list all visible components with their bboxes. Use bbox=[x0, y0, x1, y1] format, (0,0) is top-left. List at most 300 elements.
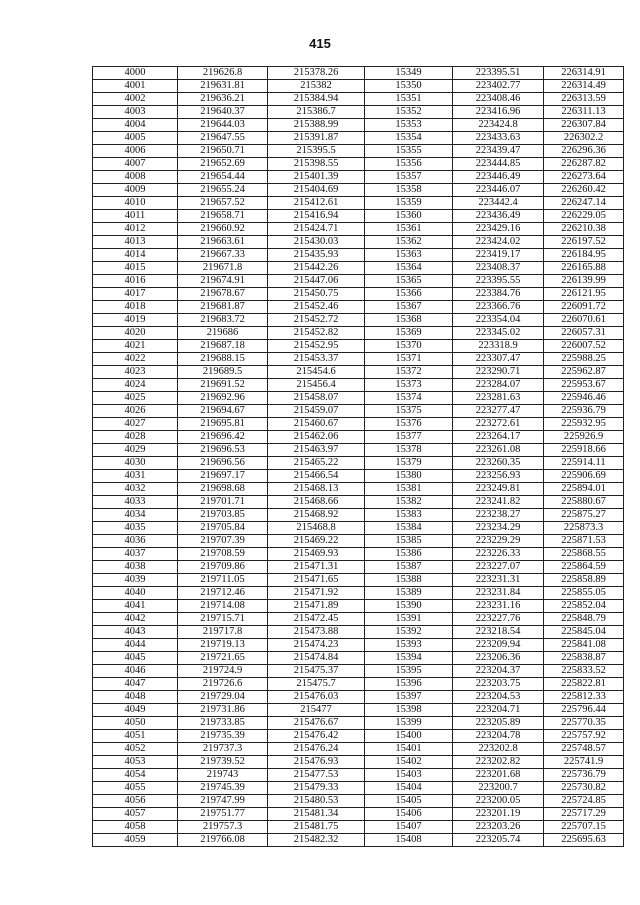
x-coord-right-cell: 223203.26 bbox=[453, 821, 544, 834]
y-coord-right-cell: 225864.59 bbox=[544, 561, 624, 574]
point-id-right-cell: 15349 bbox=[365, 67, 453, 80]
y-coord-right-cell: 226210.38 bbox=[544, 223, 624, 236]
table-row bbox=[93, 340, 624, 353]
point-id-left-cell: 4030 bbox=[93, 457, 178, 470]
x-coord-left-cell: 219717.8 bbox=[178, 626, 268, 639]
x-coord-right-cell: 223444.85 bbox=[453, 158, 544, 171]
x-coord-right-cell: 223206.36 bbox=[453, 652, 544, 665]
point-id-right-cell: 15361 bbox=[365, 223, 453, 236]
table-row bbox=[93, 106, 624, 119]
coordinate-table bbox=[92, 66, 624, 847]
y-coord-right-cell: 226165.88 bbox=[544, 262, 624, 275]
y-coord-right-cell: 225880.67 bbox=[544, 496, 624, 509]
point-id-left-cell: 4032 bbox=[93, 483, 178, 496]
point-id-left-cell: 4026 bbox=[93, 405, 178, 418]
coordinate-table-body bbox=[93, 67, 624, 847]
table-row bbox=[93, 691, 624, 704]
point-id-left-cell: 4048 bbox=[93, 691, 178, 704]
table-row bbox=[93, 158, 624, 171]
y-coord-right-cell: 225906.69 bbox=[544, 470, 624, 483]
point-id-right-cell: 15399 bbox=[365, 717, 453, 730]
x-coord-right-cell: 223205.89 bbox=[453, 717, 544, 730]
y-coord-left-cell: 215395.5 bbox=[268, 145, 365, 158]
x-coord-left-cell: 219681.87 bbox=[178, 301, 268, 314]
table-row bbox=[93, 262, 624, 275]
y-coord-right-cell: 225724.85 bbox=[544, 795, 624, 808]
table-row bbox=[93, 353, 624, 366]
point-id-left-cell: 4033 bbox=[93, 496, 178, 509]
x-coord-left-cell: 219689.5 bbox=[178, 366, 268, 379]
y-coord-left-cell: 215465.22 bbox=[268, 457, 365, 470]
point-id-left-cell: 4040 bbox=[93, 587, 178, 600]
x-coord-right-cell: 223231.16 bbox=[453, 600, 544, 613]
table-row bbox=[93, 275, 624, 288]
table-row bbox=[93, 314, 624, 327]
x-coord-left-cell: 219626.8 bbox=[178, 67, 268, 80]
point-id-right-cell: 15362 bbox=[365, 236, 453, 249]
y-coord-left-cell: 215463.97 bbox=[268, 444, 365, 457]
x-coord-left-cell: 219663.61 bbox=[178, 236, 268, 249]
table-row bbox=[93, 561, 624, 574]
x-coord-left-cell: 219743 bbox=[178, 769, 268, 782]
x-coord-right-cell: 223205.74 bbox=[453, 834, 544, 847]
y-coord-right-cell: 225918.66 bbox=[544, 444, 624, 457]
x-coord-right-cell: 223307.47 bbox=[453, 353, 544, 366]
y-coord-right-cell: 225936.79 bbox=[544, 405, 624, 418]
y-coord-right-cell: 226007.52 bbox=[544, 340, 624, 353]
x-coord-right-cell: 223436.49 bbox=[453, 210, 544, 223]
point-id-left-cell: 4055 bbox=[93, 782, 178, 795]
x-coord-right-cell: 223261.08 bbox=[453, 444, 544, 457]
y-coord-right-cell: 225858.89 bbox=[544, 574, 624, 587]
y-coord-left-cell: 215458.07 bbox=[268, 392, 365, 405]
y-coord-right-cell: 225852.04 bbox=[544, 600, 624, 613]
x-coord-right-cell: 223439.47 bbox=[453, 145, 544, 158]
point-id-left-cell: 4025 bbox=[93, 392, 178, 405]
table-row bbox=[93, 522, 624, 535]
point-id-left-cell: 4011 bbox=[93, 210, 178, 223]
x-coord-left-cell: 219751.77 bbox=[178, 808, 268, 821]
x-coord-left-cell: 219696.42 bbox=[178, 431, 268, 444]
y-coord-right-cell: 226260.42 bbox=[544, 184, 624, 197]
point-id-left-cell: 4009 bbox=[93, 184, 178, 197]
x-coord-right-cell: 223446.07 bbox=[453, 184, 544, 197]
y-coord-left-cell: 215424.71 bbox=[268, 223, 365, 236]
y-coord-left-cell: 215468.8 bbox=[268, 522, 365, 535]
table-row bbox=[93, 821, 624, 834]
x-coord-right-cell: 223354.04 bbox=[453, 314, 544, 327]
x-coord-right-cell: 223226.33 bbox=[453, 548, 544, 561]
point-id-right-cell: 15377 bbox=[365, 431, 453, 444]
x-coord-left-cell: 219667.33 bbox=[178, 249, 268, 262]
point-id-right-cell: 15382 bbox=[365, 496, 453, 509]
y-coord-left-cell: 215471.89 bbox=[268, 600, 365, 613]
point-id-right-cell: 15372 bbox=[365, 366, 453, 379]
y-coord-left-cell: 215456.4 bbox=[268, 379, 365, 392]
x-coord-left-cell: 219708.59 bbox=[178, 548, 268, 561]
table-row bbox=[93, 795, 624, 808]
y-coord-left-cell: 215453.37 bbox=[268, 353, 365, 366]
x-coord-left-cell: 219652.69 bbox=[178, 158, 268, 171]
table-row bbox=[93, 743, 624, 756]
point-id-left-cell: 4036 bbox=[93, 535, 178, 548]
y-coord-right-cell: 225796.44 bbox=[544, 704, 624, 717]
point-id-left-cell: 4013 bbox=[93, 236, 178, 249]
y-coord-left-cell: 215412.61 bbox=[268, 197, 365, 210]
y-coord-right-cell: 226314.49 bbox=[544, 80, 624, 93]
table-row bbox=[93, 639, 624, 652]
point-id-left-cell: 4021 bbox=[93, 340, 178, 353]
point-id-right-cell: 15407 bbox=[365, 821, 453, 834]
point-id-right-cell: 15376 bbox=[365, 418, 453, 431]
y-coord-right-cell: 226307.84 bbox=[544, 119, 624, 132]
x-coord-left-cell: 219655.24 bbox=[178, 184, 268, 197]
y-coord-left-cell: 215474.23 bbox=[268, 639, 365, 652]
y-coord-right-cell: 226121.95 bbox=[544, 288, 624, 301]
table-row bbox=[93, 548, 624, 561]
y-coord-right-cell: 225932.95 bbox=[544, 418, 624, 431]
point-id-left-cell: 4037 bbox=[93, 548, 178, 561]
table-row bbox=[93, 834, 624, 847]
table-row bbox=[93, 600, 624, 613]
y-coord-left-cell: 215459.07 bbox=[268, 405, 365, 418]
y-coord-right-cell: 225736.79 bbox=[544, 769, 624, 782]
x-coord-right-cell: 223241.82 bbox=[453, 496, 544, 509]
x-coord-right-cell: 223416.96 bbox=[453, 106, 544, 119]
y-coord-right-cell: 226070.61 bbox=[544, 314, 624, 327]
point-id-right-cell: 15365 bbox=[365, 275, 453, 288]
point-id-left-cell: 4007 bbox=[93, 158, 178, 171]
y-coord-left-cell: 215481.75 bbox=[268, 821, 365, 834]
x-coord-right-cell: 223234.29 bbox=[453, 522, 544, 535]
y-coord-left-cell: 215469.22 bbox=[268, 535, 365, 548]
point-id-right-cell: 15381 bbox=[365, 483, 453, 496]
y-coord-right-cell: 225838.87 bbox=[544, 652, 624, 665]
point-id-right-cell: 15393 bbox=[365, 639, 453, 652]
y-coord-left-cell: 215471.92 bbox=[268, 587, 365, 600]
x-coord-left-cell: 219687.18 bbox=[178, 340, 268, 353]
table-row bbox=[93, 197, 624, 210]
point-id-right-cell: 15380 bbox=[365, 470, 453, 483]
point-id-right-cell: 15390 bbox=[365, 600, 453, 613]
point-id-right-cell: 15367 bbox=[365, 301, 453, 314]
y-coord-left-cell: 215454.6 bbox=[268, 366, 365, 379]
x-coord-right-cell: 223345.02 bbox=[453, 327, 544, 340]
table-row bbox=[93, 392, 624, 405]
table-row bbox=[93, 535, 624, 548]
y-coord-left-cell: 215475.37 bbox=[268, 665, 365, 678]
table-row bbox=[93, 223, 624, 236]
y-coord-left-cell: 215476.03 bbox=[268, 691, 365, 704]
point-id-left-cell: 4041 bbox=[93, 600, 178, 613]
point-id-left-cell: 4050 bbox=[93, 717, 178, 730]
point-id-left-cell: 4018 bbox=[93, 301, 178, 314]
y-coord-left-cell: 215482.32 bbox=[268, 834, 365, 847]
point-id-left-cell: 4054 bbox=[93, 769, 178, 782]
point-id-left-cell: 4022 bbox=[93, 353, 178, 366]
table-row bbox=[93, 470, 624, 483]
table-row bbox=[93, 704, 624, 717]
point-id-left-cell: 4053 bbox=[93, 756, 178, 769]
table-row bbox=[93, 249, 624, 262]
x-coord-left-cell: 219709.86 bbox=[178, 561, 268, 574]
point-id-right-cell: 15401 bbox=[365, 743, 453, 756]
point-id-right-cell: 15404 bbox=[365, 782, 453, 795]
table-row bbox=[93, 496, 624, 509]
x-coord-right-cell: 223231.84 bbox=[453, 587, 544, 600]
y-coord-left-cell: 215452.82 bbox=[268, 327, 365, 340]
y-coord-right-cell: 225855.05 bbox=[544, 587, 624, 600]
table-row bbox=[93, 301, 624, 314]
x-coord-right-cell: 223290.71 bbox=[453, 366, 544, 379]
x-coord-right-cell: 223408.46 bbox=[453, 93, 544, 106]
x-coord-left-cell: 219644.03 bbox=[178, 119, 268, 132]
y-coord-left-cell: 215469.93 bbox=[268, 548, 365, 561]
point-id-left-cell: 4027 bbox=[93, 418, 178, 431]
y-coord-left-cell: 215435.93 bbox=[268, 249, 365, 262]
point-id-left-cell: 4039 bbox=[93, 574, 178, 587]
y-coord-right-cell: 225875.27 bbox=[544, 509, 624, 522]
table-row bbox=[93, 730, 624, 743]
table-row bbox=[93, 678, 624, 691]
table-row bbox=[93, 80, 624, 93]
point-id-left-cell: 4003 bbox=[93, 106, 178, 119]
point-id-left-cell: 4014 bbox=[93, 249, 178, 262]
x-coord-left-cell: 219711.05 bbox=[178, 574, 268, 587]
y-coord-right-cell: 225871.53 bbox=[544, 535, 624, 548]
point-id-left-cell: 4000 bbox=[93, 67, 178, 80]
x-coord-left-cell: 219697.17 bbox=[178, 470, 268, 483]
point-id-right-cell: 15403 bbox=[365, 769, 453, 782]
y-coord-left-cell: 215447.06 bbox=[268, 275, 365, 288]
x-coord-left-cell: 219650.71 bbox=[178, 145, 268, 158]
x-coord-left-cell: 219631.81 bbox=[178, 80, 268, 93]
table-row bbox=[93, 379, 624, 392]
point-id-left-cell: 4004 bbox=[93, 119, 178, 132]
x-coord-left-cell: 219691.52 bbox=[178, 379, 268, 392]
table-row bbox=[93, 132, 624, 145]
y-coord-left-cell: 215378.26 bbox=[268, 67, 365, 80]
point-id-left-cell: 4016 bbox=[93, 275, 178, 288]
table-row bbox=[93, 366, 624, 379]
point-id-left-cell: 4002 bbox=[93, 93, 178, 106]
y-coord-left-cell: 215477 bbox=[268, 704, 365, 717]
table-row bbox=[93, 626, 624, 639]
table-row bbox=[93, 418, 624, 431]
x-coord-right-cell: 223429.16 bbox=[453, 223, 544, 236]
point-id-right-cell: 15378 bbox=[365, 444, 453, 457]
table-row bbox=[93, 431, 624, 444]
point-id-left-cell: 4020 bbox=[93, 327, 178, 340]
y-coord-right-cell: 225926.9 bbox=[544, 431, 624, 444]
y-coord-left-cell: 215401.39 bbox=[268, 171, 365, 184]
x-coord-right-cell: 223256.93 bbox=[453, 470, 544, 483]
x-coord-right-cell: 223424.8 bbox=[453, 119, 544, 132]
x-coord-right-cell: 223284.07 bbox=[453, 379, 544, 392]
x-coord-left-cell: 219715.71 bbox=[178, 613, 268, 626]
x-coord-right-cell: 223442.4 bbox=[453, 197, 544, 210]
point-id-right-cell: 15374 bbox=[365, 392, 453, 405]
point-id-right-cell: 15350 bbox=[365, 80, 453, 93]
x-coord-left-cell: 219701.71 bbox=[178, 496, 268, 509]
x-coord-right-cell: 223227.07 bbox=[453, 561, 544, 574]
y-coord-right-cell: 225868.55 bbox=[544, 548, 624, 561]
table-row bbox=[93, 327, 624, 340]
x-coord-left-cell: 219647.55 bbox=[178, 132, 268, 145]
table-row bbox=[93, 405, 624, 418]
x-coord-right-cell: 223204.78 bbox=[453, 730, 544, 743]
y-coord-right-cell: 225988.25 bbox=[544, 353, 624, 366]
point-id-right-cell: 15396 bbox=[365, 678, 453, 691]
y-coord-right-cell: 226311.13 bbox=[544, 106, 624, 119]
x-coord-left-cell: 219712.46 bbox=[178, 587, 268, 600]
y-coord-left-cell: 215471.31 bbox=[268, 561, 365, 574]
x-coord-left-cell: 219724.9 bbox=[178, 665, 268, 678]
y-coord-left-cell: 215430.03 bbox=[268, 236, 365, 249]
x-coord-left-cell: 219678.67 bbox=[178, 288, 268, 301]
x-coord-right-cell: 223402.77 bbox=[453, 80, 544, 93]
x-coord-left-cell: 219694.67 bbox=[178, 405, 268, 418]
x-coord-right-cell: 223433.63 bbox=[453, 132, 544, 145]
table-row bbox=[93, 119, 624, 132]
x-coord-left-cell: 219696.53 bbox=[178, 444, 268, 457]
y-coord-left-cell: 215462.06 bbox=[268, 431, 365, 444]
x-coord-left-cell: 219757.3 bbox=[178, 821, 268, 834]
x-coord-left-cell: 219692.96 bbox=[178, 392, 268, 405]
point-id-left-cell: 4024 bbox=[93, 379, 178, 392]
point-id-right-cell: 15357 bbox=[365, 171, 453, 184]
x-coord-right-cell: 223200.7 bbox=[453, 782, 544, 795]
y-coord-right-cell: 225962.87 bbox=[544, 366, 624, 379]
x-coord-left-cell: 219747.99 bbox=[178, 795, 268, 808]
x-coord-right-cell: 223209.94 bbox=[453, 639, 544, 652]
x-coord-right-cell: 223204.71 bbox=[453, 704, 544, 717]
y-coord-right-cell: 226313.59 bbox=[544, 93, 624, 106]
y-coord-right-cell: 225748.57 bbox=[544, 743, 624, 756]
point-id-left-cell: 4046 bbox=[93, 665, 178, 678]
x-coord-left-cell: 219721.65 bbox=[178, 652, 268, 665]
point-id-left-cell: 4035 bbox=[93, 522, 178, 535]
table-row bbox=[93, 483, 624, 496]
table-row bbox=[93, 717, 624, 730]
point-id-right-cell: 15369 bbox=[365, 327, 453, 340]
y-coord-right-cell: 225841.08 bbox=[544, 639, 624, 652]
y-coord-left-cell: 215386.7 bbox=[268, 106, 365, 119]
x-coord-right-cell: 223366.76 bbox=[453, 301, 544, 314]
x-coord-right-cell: 223231.31 bbox=[453, 574, 544, 587]
point-id-left-cell: 4005 bbox=[93, 132, 178, 145]
y-coord-right-cell: 225894.01 bbox=[544, 483, 624, 496]
point-id-right-cell: 15358 bbox=[365, 184, 453, 197]
y-coord-right-cell: 226229.05 bbox=[544, 210, 624, 223]
x-coord-right-cell: 223272.61 bbox=[453, 418, 544, 431]
point-id-right-cell: 15408 bbox=[365, 834, 453, 847]
point-id-left-cell: 4044 bbox=[93, 639, 178, 652]
table-row bbox=[93, 184, 624, 197]
x-coord-left-cell: 219683.72 bbox=[178, 314, 268, 327]
point-id-right-cell: 15398 bbox=[365, 704, 453, 717]
point-id-right-cell: 15360 bbox=[365, 210, 453, 223]
y-coord-left-cell: 215476.93 bbox=[268, 756, 365, 769]
x-coord-left-cell: 219698.68 bbox=[178, 483, 268, 496]
x-coord-left-cell: 219654.44 bbox=[178, 171, 268, 184]
point-id-right-cell: 15353 bbox=[365, 119, 453, 132]
table-row bbox=[93, 509, 624, 522]
table-row bbox=[93, 210, 624, 223]
x-coord-left-cell: 219660.92 bbox=[178, 223, 268, 236]
x-coord-right-cell: 223227.76 bbox=[453, 613, 544, 626]
point-id-left-cell: 4045 bbox=[93, 652, 178, 665]
x-coord-left-cell: 219737.3 bbox=[178, 743, 268, 756]
x-coord-left-cell: 219703.85 bbox=[178, 509, 268, 522]
table-row bbox=[93, 782, 624, 795]
y-coord-left-cell: 215476.24 bbox=[268, 743, 365, 756]
y-coord-right-cell: 226287.82 bbox=[544, 158, 624, 171]
x-coord-right-cell: 223277.47 bbox=[453, 405, 544, 418]
point-id-right-cell: 15402 bbox=[365, 756, 453, 769]
x-coord-right-cell: 223204.53 bbox=[453, 691, 544, 704]
x-coord-right-cell: 223264.17 bbox=[453, 431, 544, 444]
x-coord-right-cell: 223424.02 bbox=[453, 236, 544, 249]
x-coord-left-cell: 219707.39 bbox=[178, 535, 268, 548]
table-row bbox=[93, 587, 624, 600]
y-coord-right-cell: 225833.52 bbox=[544, 665, 624, 678]
y-coord-right-cell: 226314.91 bbox=[544, 67, 624, 80]
y-coord-left-cell: 215450.75 bbox=[268, 288, 365, 301]
x-coord-left-cell: 219657.52 bbox=[178, 197, 268, 210]
point-id-right-cell: 15384 bbox=[365, 522, 453, 535]
x-coord-left-cell: 219696.56 bbox=[178, 457, 268, 470]
y-coord-left-cell: 215452.72 bbox=[268, 314, 365, 327]
table-row bbox=[93, 665, 624, 678]
x-coord-right-cell: 223229.29 bbox=[453, 535, 544, 548]
x-coord-right-cell: 223202.82 bbox=[453, 756, 544, 769]
x-coord-left-cell: 219731.86 bbox=[178, 704, 268, 717]
y-coord-left-cell: 215452.46 bbox=[268, 301, 365, 314]
y-coord-left-cell: 215416.94 bbox=[268, 210, 365, 223]
point-id-right-cell: 15364 bbox=[365, 262, 453, 275]
point-id-right-cell: 15359 bbox=[365, 197, 453, 210]
x-coord-right-cell: 223260.35 bbox=[453, 457, 544, 470]
x-coord-left-cell: 219739.52 bbox=[178, 756, 268, 769]
y-coord-right-cell: 225845.04 bbox=[544, 626, 624, 639]
x-coord-right-cell: 223203.75 bbox=[453, 678, 544, 691]
point-id-right-cell: 15373 bbox=[365, 379, 453, 392]
x-coord-right-cell: 223200.05 bbox=[453, 795, 544, 808]
point-id-left-cell: 4006 bbox=[93, 145, 178, 158]
point-id-right-cell: 15406 bbox=[365, 808, 453, 821]
table-row bbox=[93, 288, 624, 301]
y-coord-left-cell: 215404.69 bbox=[268, 184, 365, 197]
x-coord-left-cell: 219671.8 bbox=[178, 262, 268, 275]
x-coord-right-cell: 223204.37 bbox=[453, 665, 544, 678]
y-coord-right-cell: 225946.46 bbox=[544, 392, 624, 405]
y-coord-left-cell: 215398.55 bbox=[268, 158, 365, 171]
x-coord-left-cell: 219695.81 bbox=[178, 418, 268, 431]
x-coord-right-cell: 223218.54 bbox=[453, 626, 544, 639]
y-coord-left-cell: 215468.92 bbox=[268, 509, 365, 522]
point-id-left-cell: 4038 bbox=[93, 561, 178, 574]
y-coord-right-cell: 225873.3 bbox=[544, 522, 624, 535]
y-coord-left-cell: 215475.7 bbox=[268, 678, 365, 691]
x-coord-right-cell: 223249.81 bbox=[453, 483, 544, 496]
point-id-right-cell: 15394 bbox=[365, 652, 453, 665]
y-coord-left-cell: 215474.84 bbox=[268, 652, 365, 665]
y-coord-right-cell: 226273.64 bbox=[544, 171, 624, 184]
table-row bbox=[93, 93, 624, 106]
x-coord-left-cell: 219766.08 bbox=[178, 834, 268, 847]
point-id-left-cell: 4012 bbox=[93, 223, 178, 236]
